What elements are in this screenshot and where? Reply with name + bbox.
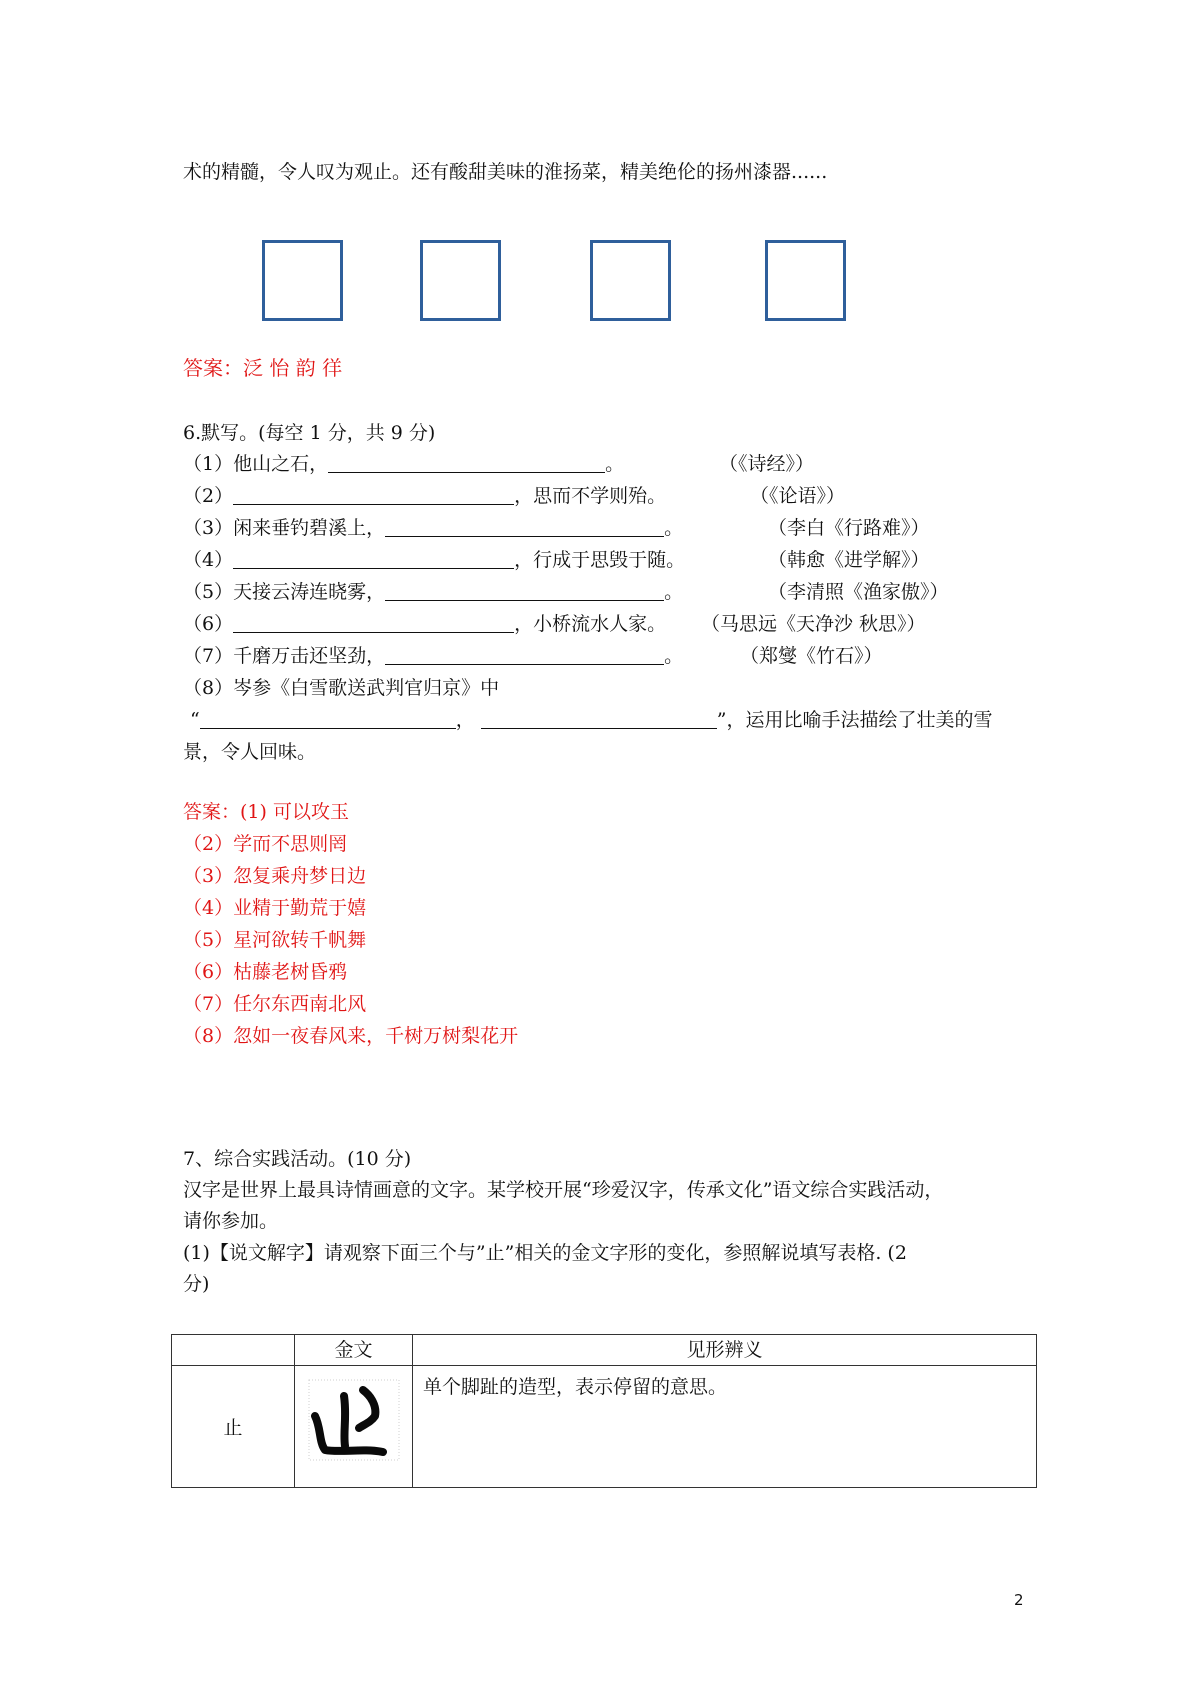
q6-item-3-blank[interactable] [385, 518, 664, 537]
table-row [172, 1366, 1037, 1488]
q6-answer-2: （2）学而不思则罔 [183, 833, 348, 855]
q6-item-4-blank[interactable] [233, 550, 514, 569]
q6-item-3 [183, 516, 983, 540]
q6-item-7-blank[interactable] [385, 646, 664, 665]
q7-para-line1: 汉字是世界上最具诗情画意的文字。某学校开展“珍爱汉字，传承文化”语文综合实践活动， [183, 1179, 944, 1201]
table-header-jinwen: 金文 [295, 1335, 413, 1366]
table-header-empty [172, 1335, 295, 1366]
q6-item-2-source: （《论语》） [750, 485, 846, 507]
q6-answer-7: （7）任尔东西南北风 [183, 993, 367, 1015]
q6-item-1-blank[interactable] [328, 454, 605, 473]
q6-item-6-blank[interactable] [233, 614, 514, 633]
q6-item-8-line3: 景，令人回味。 [183, 741, 317, 763]
q6-item-1 [183, 452, 983, 476]
q5-answer: 答案：泛 怡 韵 徉 [183, 356, 343, 380]
q6-item-2-post: ，思而不学则殆。 [514, 485, 667, 507]
answer-box-3 [590, 240, 671, 321]
q6-item-6-source: （马思远《天净沙 秋思》） [701, 613, 926, 635]
q6-item-6-post: ，小桥流水人家。 [514, 613, 667, 635]
q6-item-4-pre: （4） [183, 549, 234, 571]
q6-item-8-line1: （8）岑参《白雪歌送武判官归京》中 [183, 677, 500, 699]
q6-item-5 [183, 580, 983, 604]
answer-box-2 [420, 240, 501, 321]
table-cell-char: 止 [172, 1366, 295, 1488]
q6-item-6 [183, 612, 983, 636]
q6-item-2-blank[interactable] [233, 486, 514, 505]
q7-sub1-line1: (1)【说文解字】请观察下面三个与”止”相关的金文字形的变化，参照解说填写表格. (2 [183, 1242, 907, 1264]
q6-item-3-pre: （3）闲来垂钓碧溪上， [183, 517, 386, 539]
answer-box-4 [765, 240, 846, 321]
q6-item-8-blank-1[interactable] [200, 710, 456, 729]
q6-item-1-post: 。 [605, 453, 625, 475]
q6-item-5-blank[interactable] [385, 582, 664, 601]
table-cell-glyph [295, 1366, 413, 1488]
q6-item-8-close: ”，运用比喻手法描绘了壮美的雪 [716, 709, 993, 731]
q6-item-1-source: （《诗经》） [719, 453, 815, 475]
q6-item-7 [183, 644, 983, 668]
q6-heading: 6.默写。(每空 1 分，共 9 分) [183, 422, 436, 444]
q6-item-8-comma: ， [455, 709, 475, 731]
q6-answer-5: （5）星河欲转千帆舞 [183, 929, 367, 951]
q6-item-6-pre: （6） [183, 613, 234, 635]
intro-tail-text: 术的精髓，令人叹为观止。还有酸甜美味的淮扬菜，精美绝伦的扬州漆器...... [183, 161, 828, 183]
q6-item-7-pre: （7）千磨万击还坚劲， [183, 645, 386, 667]
q7-para-line2: 请你参加。 [183, 1210, 279, 1232]
q6-item-8-line2 [190, 708, 993, 732]
jinwen-zhi-glyph-icon [295, 1366, 410, 1466]
q6-answer-1: 答案：(1) 可以攻玉 [183, 801, 349, 823]
q7-heading: 7、综合实践活动。(10 分) [183, 1148, 412, 1170]
q6-item-4 [183, 548, 983, 572]
page-number: 2 [1014, 1591, 1024, 1609]
q6-item-2-pre: （2） [183, 485, 234, 507]
q6-item-7-post: 。 [664, 645, 684, 667]
q6-answer-6: （6）枯藤老树昏鸦 [183, 961, 348, 983]
q6-item-3-post: 。 [664, 517, 684, 539]
q6-item-5-source: （李清照《渔家傲》） [768, 581, 949, 603]
q6-item-2 [183, 484, 983, 508]
q6-answer-3: （3）忽复乘舟梦日边 [183, 865, 367, 887]
answer-box-1 [262, 240, 343, 321]
table-header-meaning: 见形辨义 [413, 1335, 1037, 1366]
q6-item-5-post: 。 [664, 581, 684, 603]
q6-item-7-source: （郑燮《竹石》） [740, 645, 883, 667]
jinwen-table [171, 1334, 1037, 1488]
q6-item-8-blank-2[interactable] [481, 710, 717, 729]
table-cell-meaning: 单个脚趾的造型，表示停留的意思。 [413, 1366, 1037, 1488]
q6-item-4-source: （韩愈《进学解》） [768, 549, 930, 571]
table-header-row [172, 1335, 1037, 1366]
q6-item-4-post: ，行成于思毁于随。 [514, 549, 686, 571]
q6-item-3-source: （李白《行路难》） [768, 517, 930, 539]
q6-answer-8: （8）忽如一夜春风来，千树万树梨花开 [183, 1025, 519, 1047]
q6-answer-4: （4）业精于勤荒于嬉 [183, 897, 367, 919]
q7-sub1-line2: 分) [183, 1273, 210, 1295]
q6-item-5-pre: （5）天接云涛连晓雾， [183, 581, 386, 603]
q6-item-1-pre: （1）他山之石， [183, 453, 329, 475]
q6-item-8-open-quote: “ [190, 709, 200, 731]
